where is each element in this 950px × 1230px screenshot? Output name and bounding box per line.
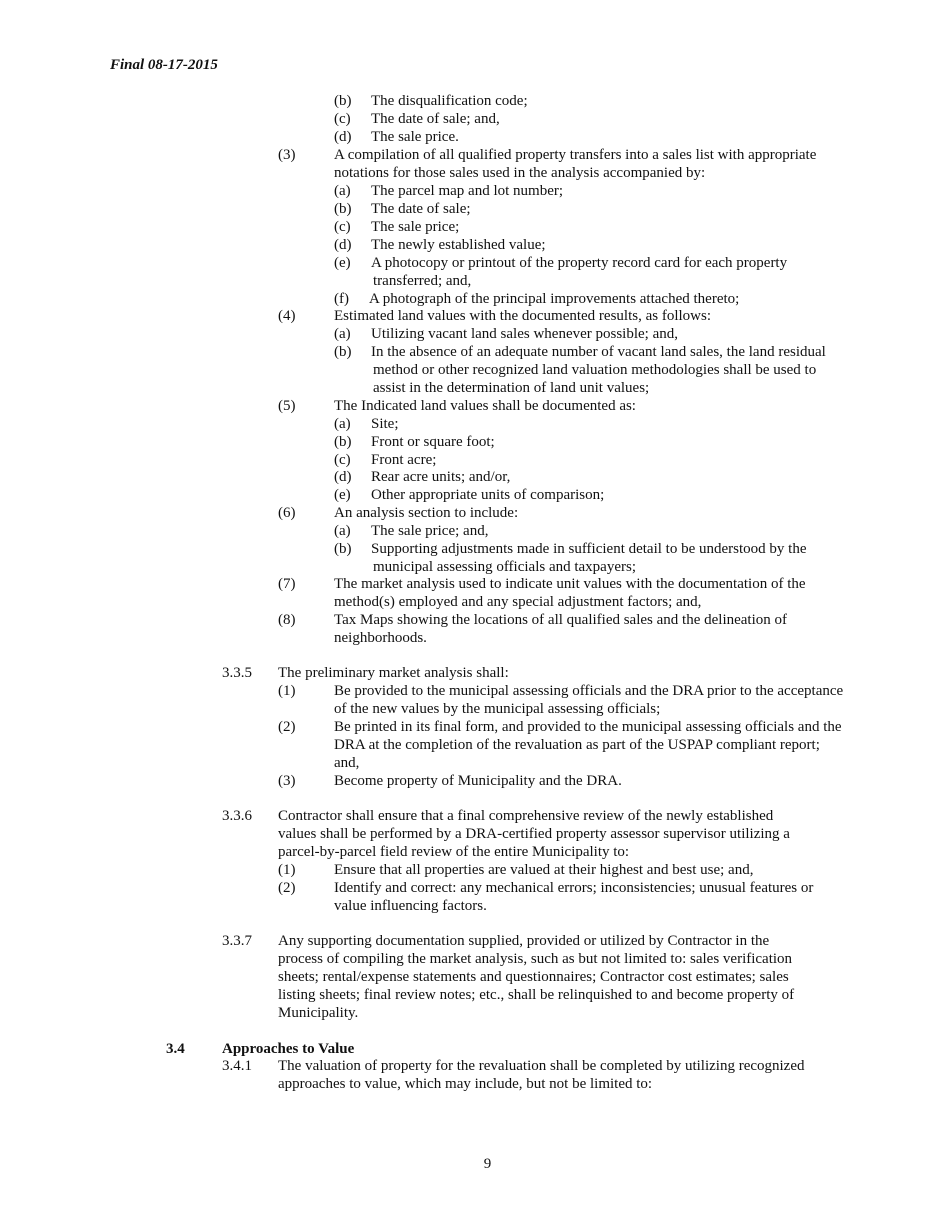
item-number: (a) xyxy=(334,523,351,539)
item-text: Utilizing vacant land sales whenever possible; and, xyxy=(371,326,678,342)
item-text: The Indicated land values shall be documented as: xyxy=(334,398,636,414)
item-text: of the new values by the municipal assessing officials; xyxy=(334,701,661,717)
item-text: In the absence of an adequate number of vacant land sales, the land residual xyxy=(371,344,826,360)
page-number: 9 xyxy=(483,1156,492,1172)
item-number: (f) xyxy=(334,291,349,307)
section-text: values shall be performed by a DRA-certified property assessor supervisor utilizing a xyxy=(278,826,790,842)
item-text: Be provided to the municipal assessing officials and the DRA prior to the acceptance xyxy=(334,683,844,699)
item-text: Front acre; xyxy=(371,452,437,468)
item-number: (e) xyxy=(334,255,351,271)
section-number: 3.3.5 xyxy=(222,665,252,681)
item-number: (1) xyxy=(278,862,296,878)
item-number: (c) xyxy=(334,111,351,127)
item-text: Supporting adjustments made in sufficient detail to be understood by the xyxy=(371,541,807,557)
item-text: municipal assessing officials and taxpayers; xyxy=(373,559,636,575)
section-text: sheets; rental/expense statements and questionnaires; Contractor cost estimates; sales xyxy=(278,969,789,985)
section-text: The preliminary market analysis shall: xyxy=(278,665,509,681)
item-number: (4) xyxy=(278,308,296,324)
item-number: (e) xyxy=(334,487,351,503)
item-number: (d) xyxy=(334,237,352,253)
item-number: (b) xyxy=(334,434,352,450)
item-number: (7) xyxy=(278,576,296,592)
item-text: A photograph of the principal improvements attached thereto; xyxy=(369,291,740,307)
item-text: method(s) employed and any special adjustment factors; and, xyxy=(334,594,702,610)
item-number: (3) xyxy=(278,147,296,163)
item-text: DRA at the completion of the revaluation as part of the USPAP compliant report; xyxy=(334,737,820,753)
item-number: (3) xyxy=(278,773,296,789)
item-number: (2) xyxy=(278,880,296,896)
section-text: process of compiling the market analysis, such as but not limited to: sales verification xyxy=(278,951,793,967)
item-number: (a) xyxy=(334,183,351,199)
section-number: 3.4.1 xyxy=(222,1058,252,1074)
section-heading: Approaches to Value xyxy=(222,1041,355,1057)
section-number: 3.3.6 xyxy=(222,808,252,824)
section-heading-number: 3.4 xyxy=(166,1041,185,1057)
item-text: Estimated land values with the documented results, as follows: xyxy=(334,308,712,324)
item-text: A photocopy or printout of the property record card for each property xyxy=(371,255,788,271)
item-text: Be printed in its final form, and provided to the municipal assessing officials and the xyxy=(334,719,842,735)
item-text: An analysis section to include: xyxy=(334,505,519,521)
section-text: Any supporting documentation supplied, provided or utilized by Contractor in the xyxy=(278,933,770,949)
item-text: assist in the determination of land unit values; xyxy=(373,380,650,396)
item-number: (a) xyxy=(334,326,351,342)
item-text: Tax Maps showing the locations of all qualified sales and the delineation of xyxy=(334,612,788,628)
item-text: neighborhoods. xyxy=(334,630,427,646)
item-text: method or other recognized land valuation methodologies shall be used to xyxy=(373,362,817,378)
item-number: (c) xyxy=(334,219,351,235)
item-text: The sale price; and, xyxy=(371,523,489,539)
item-number: (b) xyxy=(334,93,352,109)
section-text: parcel-by-parcel field review of the entire Municipality to: xyxy=(278,844,630,860)
item-text: notations for those sales used in the analysis accompanied by: xyxy=(334,165,706,181)
item-text: The disqualification code; xyxy=(371,93,528,109)
item-text: transferred; and, xyxy=(373,273,472,289)
item-number: (5) xyxy=(278,398,296,414)
item-text: Front or square foot; xyxy=(371,434,495,450)
item-text: Become property of Municipality and the DRA. xyxy=(334,773,622,789)
section-text: Municipality. xyxy=(278,1005,359,1021)
item-number: (b) xyxy=(334,201,352,217)
item-text: The parcel map and lot number; xyxy=(371,183,564,199)
section-text: approaches to value, which may include, but not be limited to: xyxy=(278,1076,653,1092)
item-number: (c) xyxy=(334,452,351,468)
item-number: (2) xyxy=(278,719,296,735)
item-text: and, xyxy=(334,755,360,771)
item-text: A compilation of all qualified property transfers into a sales list with appropriate xyxy=(334,147,817,163)
item-number: (b) xyxy=(334,541,352,557)
item-text: The date of sale; and, xyxy=(371,111,500,127)
item-text: Other appropriate units of comparison; xyxy=(371,487,605,503)
document-header: Final 08-17-2015 xyxy=(110,57,218,73)
item-text: Ensure that all properties are valued at their highest and best use; and, xyxy=(334,862,754,878)
item-number: (1) xyxy=(278,683,296,699)
item-number: (8) xyxy=(278,612,296,628)
item-text: Site; xyxy=(371,416,399,432)
item-number: (b) xyxy=(334,344,352,360)
item-number: (d) xyxy=(334,469,352,485)
item-number: (d) xyxy=(334,129,352,145)
item-number: (6) xyxy=(278,505,296,521)
item-text: The market analysis used to indicate unit values with the documentation of the xyxy=(334,576,806,592)
item-text: The sale price; xyxy=(371,219,460,235)
item-text: The sale price. xyxy=(371,129,459,145)
section-number: 3.3.7 xyxy=(222,933,252,949)
section-text: The valuation of property for the revaluation shall be completed by utilizing recognized xyxy=(278,1058,805,1074)
item-text: value influencing factors. xyxy=(334,898,487,914)
item-text: Rear acre units; and/or, xyxy=(371,469,511,485)
section-text: Contractor shall ensure that a final comprehensive review of the newly established xyxy=(278,808,774,824)
item-text: Identify and correct: any mechanical errors; inconsistencies; unusual features or xyxy=(334,880,814,896)
item-text: The newly established value; xyxy=(371,237,546,253)
item-text: The date of sale; xyxy=(371,201,471,217)
section-text: listing sheets; final review notes; etc., shall be relinquished to and become property of xyxy=(278,987,795,1003)
item-number: (a) xyxy=(334,416,351,432)
